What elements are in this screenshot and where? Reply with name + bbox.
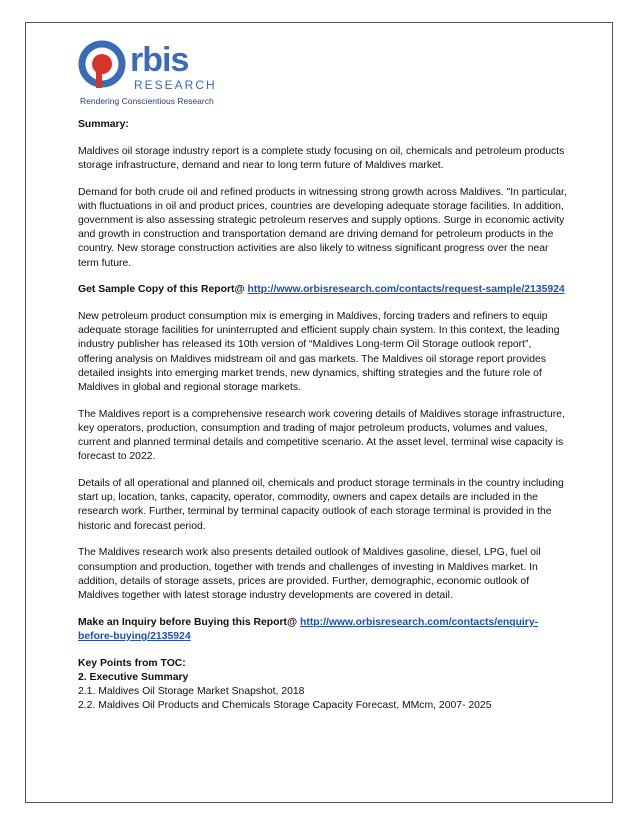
summary-heading: Summary:: [78, 119, 129, 130]
paragraph: Demand for both crude oil and refined products in witnessing strong growth across Maldives. "In particular, with fluctuations in oil and product prices, countries are developing adequate storage facilities. In addition, government is also assessing strategic petroleum reserves and supply options. Surge in economic activity and growth in construction and transportation demand are driving demand for petroleum products in the country. New storage construction activities are also likely to witness significant progress over the near term future.: [78, 186, 567, 269]
paragraph: Maldives oil storage industry report is a complete study focusing on oil, chemicals and petroleum products storage infrastructure, demand and near to long term future of Maldives market.: [78, 145, 565, 171]
paragraph: The Maldives research work also presents detailed outlook of Maldives gasoline, diesel, LPG, fuel oil consumption and production, together with trends and challenges of investing in Maldives market. In addition, details of storage assets, prices are provided. Further, demographic, economic outlook of Maldives together with latest storage industry developments are covered in detail.: [78, 547, 541, 601]
sample-link[interactable]: http://www.orbisresearch.com/contacts/request-sample/2135924: [247, 284, 565, 296]
paragraph: Details of all operational and planned oil, chemicals and product storage terminals in the country including start up, location, tanks, capacity, operator, commodity, owners and capex details are included in the research work. Further, terminal by terminal capacity outlook of each storage terminal is provided in the historic and forecast period.: [78, 478, 564, 532]
inquiry-cta-label: Make an Inquiry before Buying this Report@: [78, 616, 301, 628]
toc-section-title: 2. Executive Summary: [78, 671, 189, 683]
inquiry-cta: [78, 616, 568, 644]
sample-cta: [78, 283, 568, 297]
sample-cta-label: Get Sample Copy of this Report@: [78, 284, 248, 296]
orbis-logo: [78, 40, 228, 110]
toc-section: [78, 657, 568, 714]
document-body: [78, 118, 568, 713]
logo-word: rbis: [130, 41, 189, 79]
toc-item: 2.1. Maldives Oil Storage Market Snapshot, 2018: [78, 686, 305, 697]
logo-sub: RESEARCH: [134, 78, 217, 92]
paragraph: New petroleum product consumption mix is emerging in Maldives, forcing traders and refiners to equip adequate storage facilities for uninterrupted and efficient supply chain system. In this context, the leading industry publisher has released its 10th version of “Maldives Long-term Oil Storage outlook report”, offering analysis on Maldives midstream oil and gas markets. The Maldives oil storage report provides detailed insights into emerging market trends, new dynamics, shifting strategies and the future role of Maldives in global and regional storage markets.: [78, 311, 560, 394]
logo-tagline: Rendering Conscientious Research: [80, 96, 214, 106]
paragraph: The Maldives report is a comprehensive research work covering details of Maldives storage infrastructure, key operators, production, consumption and trading of major petroleum products, volumes and values, current and planned terminal details and competitive scenario. At the asset level, terminal wise capacity is forecast to 2022.: [78, 408, 565, 463]
toc-item: 2.2. Maldives Oil Products and Chemicals Storage Capacity Forecast, MMcm, 2007- 2025: [78, 700, 492, 712]
toc-heading: Key Points from TOC:: [78, 657, 186, 669]
inquiry-link[interactable]: http://www.orbisresearch.com/contacts/enquiry-before-buying/2135924: [78, 616, 539, 642]
orbis-globe-icon: [78, 40, 130, 92]
